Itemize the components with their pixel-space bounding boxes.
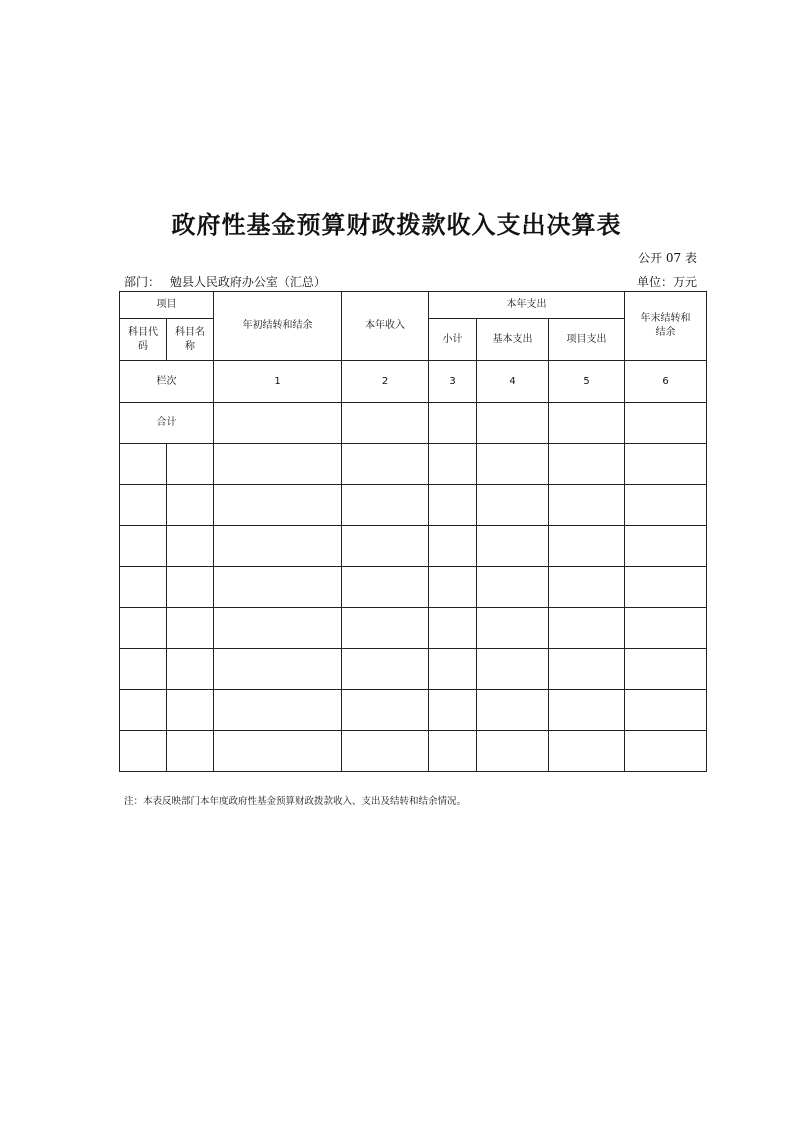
column-number: 1 — [214, 361, 342, 403]
table-cell — [120, 567, 167, 608]
table-cell — [549, 567, 625, 608]
table-cell — [429, 567, 477, 608]
table-cell — [429, 485, 477, 526]
header-subtotal: 小计 — [429, 319, 477, 361]
table-cell — [429, 403, 477, 444]
table-cell — [214, 526, 342, 567]
table-row — [120, 444, 707, 485]
table-cell — [167, 485, 214, 526]
table-cell — [477, 649, 549, 690]
table-cell — [429, 444, 477, 485]
column-number: 6 — [625, 361, 707, 403]
table-cell — [477, 567, 549, 608]
table-cell — [429, 649, 477, 690]
department-label: 部门： — [124, 275, 161, 289]
table-cell — [120, 690, 167, 731]
column-number: 4 — [477, 361, 549, 403]
header-row-1 — [120, 292, 707, 319]
table-cell — [477, 731, 549, 772]
table-cell — [167, 444, 214, 485]
table-cell — [549, 403, 625, 444]
table-cell — [549, 485, 625, 526]
table-row — [120, 649, 707, 690]
table-row — [120, 485, 707, 526]
table-cell — [120, 608, 167, 649]
table-cell — [625, 526, 707, 567]
table-cell — [342, 485, 429, 526]
table-cell — [120, 485, 167, 526]
table-row — [120, 526, 707, 567]
table-cell — [625, 690, 707, 731]
table-cell — [477, 485, 549, 526]
table-cell — [342, 526, 429, 567]
table-cell — [625, 485, 707, 526]
header-subject-name: 科目名称 — [167, 319, 214, 361]
table-cell — [214, 485, 342, 526]
table-cell — [167, 690, 214, 731]
table-cell — [625, 444, 707, 485]
table-row — [120, 690, 707, 731]
table-cell — [214, 608, 342, 649]
table-cell — [477, 526, 549, 567]
header-project: 项目 — [120, 292, 214, 319]
table-cell — [625, 567, 707, 608]
table-cell — [342, 608, 429, 649]
table-row — [120, 608, 707, 649]
department-name: 勉县人民政府办公室（汇总） — [169, 275, 326, 289]
footnote: 注：本表反映部门本年度政府性基金预算财政拨款收入、支出及结转和结余情况。 — [124, 796, 467, 807]
table-cell — [549, 608, 625, 649]
column-index-row — [120, 361, 707, 403]
table-cell — [342, 649, 429, 690]
header-project-expense: 项目支出 — [549, 319, 625, 361]
table-row — [120, 567, 707, 608]
header-ending-balance: 年末结转和结余 — [625, 292, 707, 361]
table-cell — [214, 649, 342, 690]
table-cell — [429, 608, 477, 649]
table-cell — [120, 649, 167, 690]
table-cell — [342, 444, 429, 485]
header-basic-expense: 基本支出 — [477, 319, 549, 361]
table-cell — [167, 526, 214, 567]
table-cell — [429, 690, 477, 731]
table-cell — [549, 649, 625, 690]
table-cell — [549, 731, 625, 772]
total-row — [120, 403, 707, 444]
table-cell — [167, 649, 214, 690]
table-cell — [549, 444, 625, 485]
table-cell — [167, 567, 214, 608]
header-subject-code: 科目代码 — [120, 319, 167, 361]
table-cell — [214, 567, 342, 608]
table-cell — [477, 403, 549, 444]
header-current-expense: 本年支出 — [429, 292, 625, 319]
column-number: 3 — [429, 361, 477, 403]
table-cell — [120, 731, 167, 772]
table-cell — [214, 444, 342, 485]
unit-label: 单位：万元 — [636, 275, 697, 289]
table-row — [120, 731, 707, 772]
table-cell — [167, 731, 214, 772]
table-cell — [625, 608, 707, 649]
table-cell — [477, 444, 549, 485]
header-beginning-balance: 年初结转和结余 — [214, 292, 342, 361]
table-cell — [477, 608, 549, 649]
form-code: 公开 07 表 — [638, 251, 697, 265]
table-cell — [214, 403, 342, 444]
column-number: 2 — [342, 361, 429, 403]
column-number: 5 — [549, 361, 625, 403]
table-cell — [342, 731, 429, 772]
table-cell — [120, 526, 167, 567]
budget-table — [119, 291, 707, 772]
table-cell — [549, 690, 625, 731]
page-title: 政府性基金预算财政拨款收入支出决算表 — [171, 211, 622, 239]
table-cell — [342, 567, 429, 608]
table-cell — [625, 649, 707, 690]
table-cell — [625, 731, 707, 772]
table-cell — [342, 690, 429, 731]
total-label: 合计 — [120, 403, 214, 444]
table-cell — [549, 526, 625, 567]
table-cell — [429, 731, 477, 772]
table-cell — [167, 608, 214, 649]
header-current-income: 本年收入 — [342, 292, 429, 361]
table-cell — [214, 731, 342, 772]
table-cell — [625, 403, 707, 444]
column-index-label: 栏次 — [120, 361, 214, 403]
table-cell — [429, 526, 477, 567]
table-cell — [214, 690, 342, 731]
table-cell — [342, 403, 429, 444]
table-cell — [477, 690, 549, 731]
table-cell — [120, 444, 167, 485]
department-line — [124, 273, 326, 290]
